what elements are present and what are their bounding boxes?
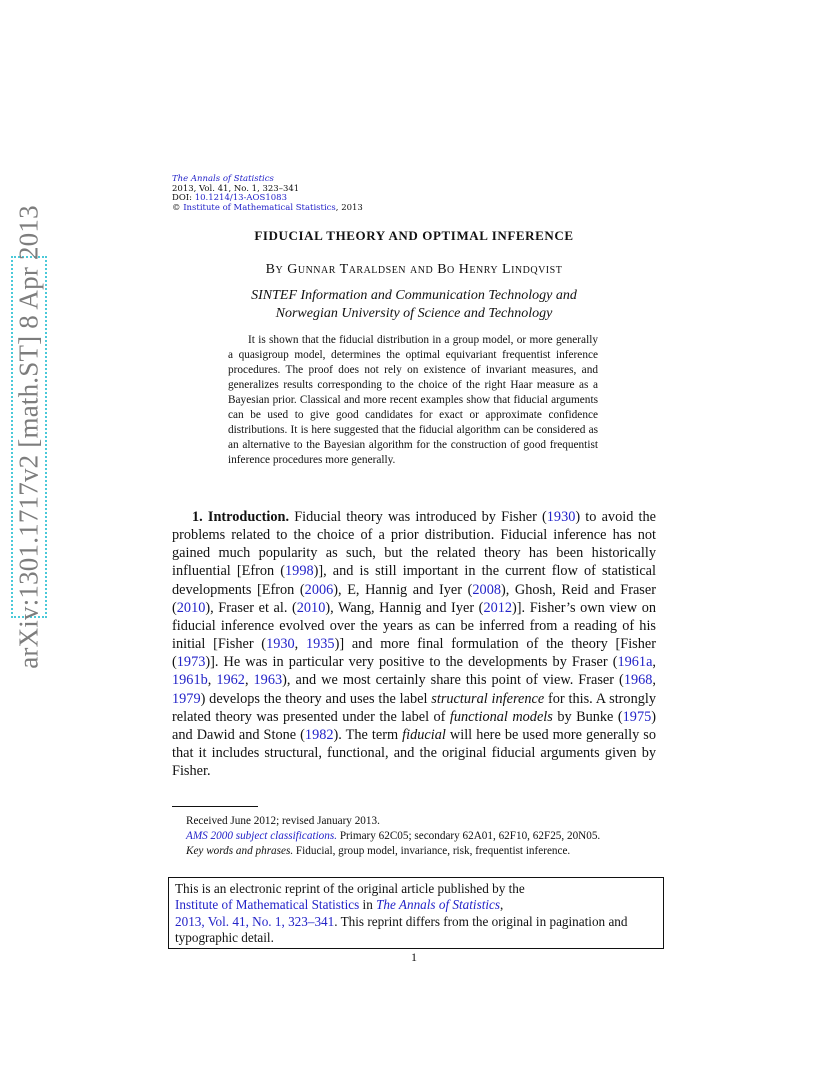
- ams-classification: [172, 829, 656, 844]
- intro-text: )]. He was in particular very positive to the developments by Fraser (: [205, 654, 618, 671]
- ims-link[interactable]: Institute of Mathematical Statistics: [175, 897, 360, 913]
- ams-codes: Primary 62C05; secondary 62A01, 62F10, 62F25, 20N05.: [337, 830, 601, 842]
- introduction-paragraph: [172, 508, 656, 780]
- emphasis: fiducial: [402, 726, 446, 743]
- citation-link[interactable]: 1998: [285, 563, 314, 580]
- volume-link[interactable]: 2013, Vol. 41, No. 1, 323–341: [175, 913, 335, 929]
- citation-link[interactable]: 1963: [253, 672, 283, 689]
- page-number: 1: [411, 950, 417, 964]
- intro-text: ), E, Hannig and Iyer (: [333, 581, 473, 598]
- doi-link[interactable]: 10.1214/13-AOS1083: [194, 193, 287, 204]
- citation-link[interactable]: 1979: [172, 690, 201, 707]
- footnote-rule: [172, 806, 258, 807]
- intro-text: will here be used more generally so that it includes structural, functional, and the original fiducial arguments given by Fisher.: [172, 726, 657, 780]
- abstract: It is shown that the fiducial distribution in a group model, or more generally a quasigroup model, determines the optimal equivariant frequentist inference procedures. The proof does not rely on existence of invariant measures, and generalizes results corresponding to the choice of the right Haar measure as a Bayesian prior. Classical and more recent examples show that fiducial arguments can be used to give good candidates for exact or approximate confidence distributions. It is here suggested that the fiducial algorithm can be considered as an alternative to the Bayesian algorithm for the construction of good frequentist inference procedures more generally.: [228, 334, 598, 466]
- reprint-text: . This reprint differs from the original in pagination and typographic detail.: [175, 913, 628, 946]
- citation-link[interactable]: 2006: [304, 581, 334, 598]
- intro-text: ,: [652, 672, 656, 689]
- intro-text: )]. Fisher’s own view on fiducial inference evolved over the years as can be inferred from a reading of his initial [Fisher (: [172, 599, 656, 653]
- footnotes: [172, 814, 656, 859]
- journal-copyright-line: [172, 204, 363, 214]
- intro-text: ,: [207, 672, 217, 689]
- intro-text: ) to avoid the problems related to the choice of a prior distribution. Fiducial inference has not gained much popularity as such, but the related theory has been historically influential [Efron (: [172, 509, 656, 580]
- journal-header: [172, 175, 363, 213]
- reprint-line-1: This is an electronic reprint of the original article published by the: [175, 881, 525, 896]
- keywords-text: Fiducial, group model, invariance, risk, frequentist inference.: [293, 845, 571, 857]
- citation-link[interactable]: 1962: [216, 672, 245, 689]
- paper-title: FIDUCIAL THEORY AND OPTIMAL INFERENCE: [254, 228, 574, 243]
- citation-link[interactable]: 1961b: [172, 672, 208, 689]
- citation-link[interactable]: 1930: [546, 509, 576, 525]
- journal-volume: 2013, Vol. 41, No. 1, 323–341: [172, 183, 300, 194]
- emphasis: structural inference: [431, 690, 545, 707]
- reprint-notice: [168, 877, 664, 949]
- reprint-text: in: [359, 897, 377, 913]
- journal-name-link[interactable]: The Annals of Statistics: [172, 174, 274, 184]
- citation-link[interactable]: 2012: [483, 599, 513, 616]
- doi-label: DOI:: [172, 193, 193, 204]
- intro-text: ), Fraser et al. (: [205, 599, 297, 616]
- publisher-link[interactable]: Institute of Mathematical Statistics: [183, 202, 336, 213]
- citation-link[interactable]: 1935: [305, 636, 335, 653]
- intro-text: Fiducial theory was introduced by Fisher (: [289, 509, 547, 525]
- affiliation-line-2: Norwegian University of Science and Technology: [275, 306, 553, 321]
- section-heading: 1. Introduction.: [192, 509, 290, 525]
- citation-link[interactable]: 2010: [176, 599, 206, 616]
- paper-authors: By Gunnar Taraldsen and Bo Henry Lindqvist: [265, 262, 563, 277]
- received-note: Received June 2012; revised January 2013.: [186, 815, 380, 827]
- journal-link[interactable]: The Annals of Statistics: [376, 897, 501, 913]
- emphasis: functional models: [449, 708, 553, 725]
- citation-link[interactable]: 1975: [622, 708, 652, 725]
- intro-text: ,: [652, 654, 656, 671]
- affiliation: [0, 287, 828, 323]
- intro-text: )], and is still important in the current flow of statistical developments [Efron (: [172, 563, 656, 598]
- intro-text: for this. A strongly related theory was presented under the label of: [172, 690, 656, 725]
- affiliation-line-1: SINTEF Information and Communication Technology and: [251, 288, 577, 303]
- intro-text: ) develops the theory and uses the label: [200, 690, 432, 707]
- citation-link[interactable]: 1968: [623, 672, 653, 689]
- intro-text: ). The term: [333, 726, 403, 743]
- reprint-text: ,: [500, 897, 504, 913]
- intro-text: by Bunke (: [552, 708, 623, 725]
- citation-link[interactable]: 1973: [176, 654, 206, 671]
- citation-link[interactable]: 1961a: [617, 654, 653, 671]
- citation-link[interactable]: 1930: [266, 636, 295, 653]
- keywords-label: Key words and phrases.: [186, 845, 294, 857]
- citation-link[interactable]: 2008: [472, 581, 501, 598]
- intro-text: ,: [244, 672, 254, 689]
- citation-link[interactable]: 1982: [304, 726, 334, 743]
- copyright-year: , 2013: [335, 202, 363, 213]
- citation-link[interactable]: 2010: [296, 599, 326, 616]
- intro-text: ), Wang, Hannig and Iyer (: [325, 599, 484, 616]
- ams-link[interactable]: AMS 2000 subject classifications.: [186, 830, 338, 842]
- intro-text: ), and we most certainly share this point of view. Fraser (: [282, 672, 624, 689]
- intro-text: ,: [294, 636, 306, 653]
- arxiv-id: arXiv:1301.1717v2 [math.ST] 8 Apr 2013: [13, 205, 44, 669]
- intro-text: ) and Dawid and Stone (: [172, 708, 656, 743]
- keywords: [172, 844, 656, 859]
- copyright-symbol: ©: [172, 202, 181, 213]
- intro-text: ), Ghosh, Reid and Fraser (: [172, 581, 656, 616]
- intro-text: )] and more final formulation of the theory [Fisher (: [172, 636, 657, 671]
